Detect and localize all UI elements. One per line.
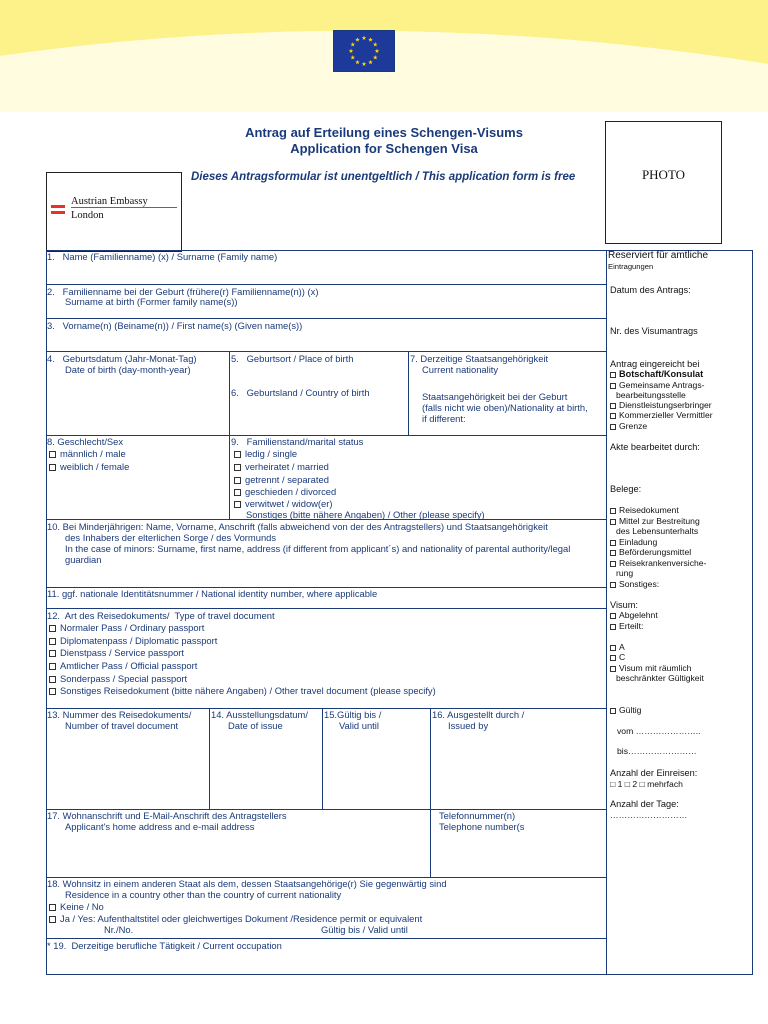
- phone-label-en: Telephone number(s: [439, 821, 525, 832]
- travel-doc-number-input[interactable]: [47, 734, 208, 808]
- title-german: Antrag auf Erteilung eines Schengen-Visums: [245, 125, 523, 140]
- valid-from-field[interactable]: vom …………………..: [617, 726, 701, 736]
- field-9-label: 9. Familienstand/marital status: [231, 436, 364, 447]
- field-8-label: 8. Geschlecht/Sex: [47, 436, 124, 447]
- doc-special-option[interactable]: Sonderpass / Special passport: [49, 673, 187, 685]
- field-12-label: 12. Art des Reisedokuments/ Type of travel document: [47, 610, 275, 621]
- field-18-label: 18. Wohnsitz in einem anderen Staat als dem, dessen Staatsangehörige(r) Sie gegenwärtig sind: [47, 878, 447, 889]
- field-3-label: 3. Vorname(n) (Beiname(n)) / First name(s) (Given name(s)): [47, 320, 303, 331]
- checkbox-icon[interactable]: [49, 916, 56, 923]
- nationality-at-birth-label-3: if different:: [422, 413, 466, 424]
- docs-means-option[interactable]: Mittel zur Bestreitung: [610, 516, 700, 526]
- embassy-city: London: [71, 210, 104, 221]
- application-date-label: Datum des Antrags:: [610, 285, 691, 295]
- submitted-common-center-option[interactable]: Gemeinsame Antrags-: [610, 380, 705, 390]
- days-field[interactable]: ………………………: [610, 810, 688, 820]
- doc-ordinary-option[interactable]: Normaler Pass / Ordinary passport: [49, 622, 204, 634]
- surname-at-birth-input[interactable]: [47, 308, 606, 318]
- date-of-birth-input[interactable]: [47, 378, 228, 434]
- checkbox-icon[interactable]: [49, 688, 56, 695]
- marital-divorced-option[interactable]: geschieden / divorced: [234, 486, 336, 498]
- field-2-label: 2. Familienname bei der Geburt (frühere(r) Familienname(n)) (x): [47, 286, 319, 297]
- checkbox-icon[interactable]: [234, 489, 241, 496]
- marital-other-option[interactable]: Sonstiges (bitte nähere Angaben) / Other (please specify): [246, 509, 485, 520]
- checkbox-icon[interactable]: [610, 540, 616, 546]
- eu-flag-icon: [333, 30, 395, 72]
- embassy-name: Austrian Embassy: [71, 196, 148, 207]
- checkbox-icon[interactable]: [610, 413, 616, 419]
- visa-type-a-option[interactable]: A: [610, 642, 625, 652]
- field-17-label: 17. Wohnanschrift und E-Mail-Anschrift des Antragstellers: [47, 810, 287, 821]
- submitted-common-center-cont: bearbeitungsstelle: [616, 390, 686, 400]
- photo-label: PHOTO: [641, 167, 686, 182]
- guardian-info-input[interactable]: [47, 567, 606, 586]
- field-5-label: 5. Geburtsort / Place of birth: [231, 353, 354, 364]
- submitted-border-option[interactable]: Grenze: [610, 421, 647, 431]
- checkbox-icon[interactable]: [610, 424, 616, 430]
- residence-number-label: Nr./No.: [104, 924, 134, 935]
- title-english: Application for Schengen Visa: [290, 141, 478, 156]
- docs-travel-doc-option[interactable]: Reisedokument: [610, 505, 679, 515]
- marital-widowed-option[interactable]: verwitwet / widow(er): [234, 498, 333, 510]
- entries-label: Anzahl der Einreisen:: [610, 768, 698, 778]
- checkbox-icon[interactable]: [234, 464, 241, 471]
- submitted-at-label: Antrag eingereicht bei: [610, 359, 700, 369]
- surname-input[interactable]: [47, 263, 606, 283]
- nationality-at-birth-label-1: Staatsangehörigkeit bei der Geburt: [422, 391, 568, 402]
- entries-options[interactable]: □ 1 □ 2 □ mehrfach: [610, 779, 683, 789]
- submitted-embassy-option[interactable]: Botschaft/Konsulat: [610, 369, 703, 379]
- docs-other-option[interactable]: Sonstiges:: [610, 579, 659, 589]
- field-17-label-en: Applicant's home address and e-mail address: [65, 821, 255, 832]
- visa-type-ltv-option[interactable]: Visum mit räumlich: [610, 663, 691, 673]
- handled-by-label: Akte bearbeitet durch:: [610, 442, 700, 452]
- doc-other-option[interactable]: Sonstiges Reisedokument (bitte nähere Angaben) / Other travel document (please specify): [49, 685, 436, 697]
- official-use-heading-2: Eintragungen: [608, 262, 654, 271]
- photo-box[interactable]: [605, 121, 722, 244]
- doc-official-option[interactable]: Amtlicher Pass / Official passport: [49, 660, 197, 672]
- field-11-label[interactable]: 11. ggf. nationale Identitätsnummer / National identity number, where applicable: [47, 588, 378, 599]
- field-10-label-2: des Inhabers der elterlichen Sorge / des Vormunds: [65, 532, 277, 543]
- occupation-input[interactable]: [47, 953, 606, 974]
- sex-female-option[interactable]: weiblich / female: [49, 461, 129, 473]
- marital-married-option[interactable]: verheiratet / married: [234, 461, 329, 473]
- supporting-docs-label: Belege:: [610, 484, 642, 494]
- visa-refused-option[interactable]: Abgelehnt: [610, 610, 658, 620]
- checkbox-icon[interactable]: [234, 477, 241, 484]
- field-10-label-3: In the case of minors: Surname, first name, address (if different from applicant´s) and nationality of parental authority/legal: [65, 543, 571, 554]
- field-2-label-en: Surname at birth (Former family name(s)): [65, 296, 238, 307]
- checkbox-icon[interactable]: [610, 403, 616, 409]
- field-13-label-en: Number of travel document: [65, 720, 179, 731]
- valid-option[interactable]: Gültig: [610, 705, 641, 715]
- austria-flag-icon: [51, 205, 65, 208]
- free-form-note: Dieses Antragsformular ist unentgeltlich / This application form is free: [191, 171, 576, 183]
- embassy-logo-box: [46, 172, 182, 252]
- marital-single-option[interactable]: ledig / single: [234, 448, 297, 460]
- nationality-at-birth-label-2: (falls nicht wie oben)/Nationality at birth,: [422, 402, 588, 413]
- date-of-issue-input[interactable]: [211, 734, 321, 808]
- checkbox-icon[interactable]: [610, 655, 616, 661]
- checkbox-icon[interactable]: [49, 638, 56, 645]
- checkbox-icon[interactable]: [610, 508, 616, 514]
- days-label: Anzahl der Tage:: [610, 799, 679, 809]
- checkbox-icon[interactable]: [610, 519, 616, 525]
- field-7-label: 7. Derzeitige Staatsangehörigkeit: [410, 353, 549, 364]
- visa-issued-option[interactable]: Erteilt:: [610, 621, 643, 631]
- docs-insurance-option[interactable]: Reisekrankenversiche-: [610, 558, 706, 568]
- valid-to-field[interactable]: bis……………………: [617, 746, 697, 756]
- checkbox-icon[interactable]: [49, 625, 56, 632]
- visa-type-c-option[interactable]: C: [610, 652, 625, 662]
- checkbox-icon[interactable]: [610, 383, 616, 389]
- field-4-label-en: Date of birth (day-month-year): [65, 364, 191, 375]
- checkbox-icon[interactable]: [49, 676, 56, 683]
- checkbox-icon[interactable]: [610, 550, 616, 556]
- doc-diplomatic-option[interactable]: Diplomatenpass / Diplomatic passport: [49, 635, 217, 647]
- field-16-label: 16. Ausgestellt durch /: [432, 709, 525, 720]
- submitted-service-provider-option[interactable]: Dienstleistungserbringer: [610, 400, 712, 410]
- phone-label: Telefonnummer(n): [439, 810, 516, 821]
- field-4-label: 4. Geburtsdatum (Jahr-Monat-Tag): [47, 353, 197, 364]
- field-18-label-en: Residence in a country other than the country of current nationality: [65, 889, 342, 900]
- field-13-label: 13. Nummer des Reisedokuments/: [47, 709, 192, 720]
- field-7-label-en: Current nationality: [422, 364, 499, 375]
- residence-valid-label: Gültig bis / Valid until: [321, 924, 408, 935]
- docs-invitation-option[interactable]: Einladung: [610, 537, 657, 547]
- field-10-label-4: guardian: [65, 554, 102, 565]
- visa-application-number-label: Nr. des Visumantrags: [610, 326, 698, 336]
- checkbox-icon[interactable]: [49, 451, 56, 458]
- issued-by-input[interactable]: [432, 734, 606, 808]
- checkbox-icon[interactable]: [610, 582, 616, 588]
- sex-male-option[interactable]: männlich / male: [49, 448, 126, 460]
- checkbox-icon[interactable]: [49, 663, 56, 670]
- field-14-label-en: Date of issue: [228, 720, 283, 731]
- doc-service-option[interactable]: Dienstpass / Service passport: [49, 647, 184, 659]
- checkbox-icon[interactable]: [610, 645, 616, 651]
- valid-until-input[interactable]: [324, 734, 429, 808]
- checkbox-icon[interactable]: [49, 650, 56, 657]
- checkbox-icon[interactable]: [234, 451, 241, 458]
- phone-input[interactable]: [432, 835, 606, 876]
- checkbox-icon[interactable]: [49, 464, 56, 471]
- docs-means-cont: des Lebensunterhalts: [616, 526, 699, 536]
- field-15-label: 15.Gültig bis /: [324, 709, 382, 720]
- marital-separated-option[interactable]: getrennt / separated: [234, 474, 329, 486]
- checkbox-icon[interactable]: [610, 624, 616, 630]
- checkbox-icon[interactable]: [610, 666, 616, 672]
- field-6-label: 6. Geburtsland / Country of birth: [231, 387, 370, 398]
- docs-transport-option[interactable]: Beförderungsmittel: [610, 547, 691, 557]
- home-address-input[interactable]: [47, 835, 429, 876]
- field-16-label-en: Issued by: [448, 720, 489, 731]
- checkbox-icon[interactable]: [49, 904, 56, 911]
- official-use-heading: Reserviert für amtliche: [608, 250, 709, 261]
- checkbox-icon[interactable]: [234, 501, 241, 508]
- checkbox-icon[interactable]: [610, 708, 616, 714]
- country-of-birth-input[interactable]: [231, 400, 407, 434]
- field-1-label: 1. Name (Familienname) (x) / Surname (Family name): [47, 251, 278, 262]
- residence-no-option[interactable]: Keine / No: [49, 901, 104, 913]
- place-of-birth-input[interactable]: [231, 366, 407, 384]
- field-19-label: * 19. Derzeitige berufliche Tätigkeit / Current occupation: [47, 940, 282, 951]
- docs-insurance-cont: rung: [616, 568, 634, 578]
- submitted-commercial-option[interactable]: Kommerzieller Vermittler: [610, 410, 713, 420]
- first-name-input[interactable]: [47, 332, 606, 350]
- checkbox-icon[interactable]: [610, 613, 616, 619]
- visa-type-ltv-cont: beschränkter Gültigkeit: [616, 673, 704, 683]
- visa-label: Visum:: [610, 600, 638, 610]
- field-10-label-1: 10. Bei Minderjährigen: Name, Vorname, Anschrift (falls abweichend von der des Antragstellers) und Staatsangehörigkeit: [47, 521, 548, 532]
- field-14-label: 14. Ausstellungsdatum/: [211, 709, 308, 720]
- field-15-label-en: Valid until: [339, 720, 379, 731]
- checkbox-icon[interactable]: [610, 372, 616, 378]
- checkbox-icon[interactable]: [610, 561, 616, 567]
- residence-yes-option[interactable]: Ja / Yes: Aufenthaltstitel oder gleichwertiges Dokument /Residence permit or equivalent: [49, 913, 422, 925]
